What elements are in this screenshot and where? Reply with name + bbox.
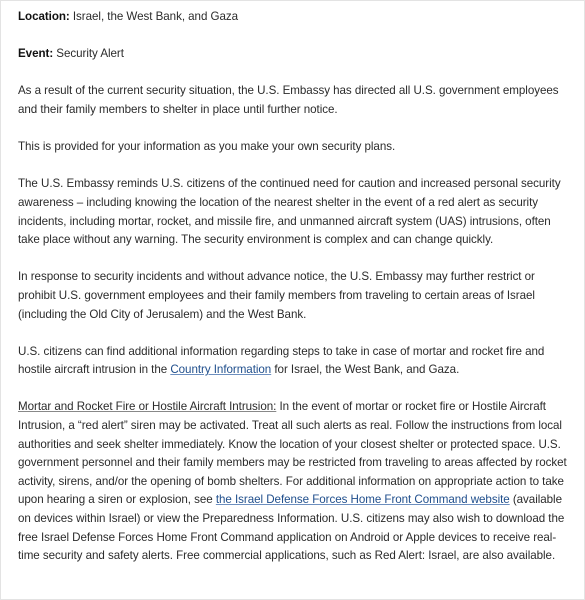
mortar-rocket-body-1: In the event of mortar or rocket fire or Hostile Aircraft Intrusion, a “red alert” siren may be activated. Treat all such alerts as real. Follow the instructions from local authorities and seek shelter immediately. Know the location of your closest shelter or protected space. U.S. government personnel and their family members may be restricted from traveling to areas affected by rocket activity, sirens, and/or the opening of bomb shelters. For additional information on appropriate action to take upon hearing a siren or explosion, see [18, 400, 567, 507]
location-line [18, 8, 570, 27]
spacer [18, 120, 570, 139]
alert-document-body [18, 8, 570, 566]
paragraph-shelter-in-place: As a result of the current security situation, the U.S. Embassy has directed all U.S. government employees and their family members to shelter in place until further notice. [18, 84, 559, 116]
country-info-text-after: for Israel, the West Bank, and Gaza. [271, 363, 460, 377]
location-label: Location: [18, 10, 70, 23]
spacer [18, 380, 570, 399]
event-label: Event: [18, 47, 54, 61]
spacer [18, 27, 570, 46]
idf-home-front-command-link[interactable]: the Israel Defense Forces Home Front Command website [215, 493, 510, 507]
location-value: Israel, the West Bank, and Gaza [69, 10, 239, 23]
paragraph-mortar-rocket-fire [18, 398, 570, 565]
event-value: Security Alert [53, 47, 124, 61]
paragraph-information-notice: This is provided for your information as you make your own security plans. [18, 140, 396, 154]
event-line [18, 45, 570, 64]
country-info-text-before: U.S. citizens can find additional information regarding steps to take in case of mortar and rocket fire and hostile aircraft intrusion in the [18, 344, 545, 377]
paragraph-country-information [18, 343, 570, 380]
spacer [18, 324, 570, 343]
paragraph-caution-reminder: The U.S. Embassy reminds U.S. citizens of the continued need for caution and increased personal security awareness – including knowing the location of the nearest shelter in the event of a red alert as security incidents, including mortar, rocket, and missile fire, and unmanned aircraft system (UAS) intrusions, often take place without any warning. The security environment is complex and can change quickly. [18, 177, 561, 247]
spacer [18, 250, 570, 269]
mortar-rocket-body-2: (available on devices within Israel) or view the Preparedness Information. U.S. citizens may also wish to download the free Israel Defense Forces Home Front Command application on Android or Apple devices to receive real-time security and safety alerts. Free commercial applications, such as Red Alert: Israel, are also available. [18, 493, 565, 563]
spacer [18, 157, 570, 176]
country-information-link[interactable]: Country Information [170, 363, 272, 377]
paragraph-travel-restrictions: In response to security incidents and without advance notice, the U.S. Embassy may further restrict or prohibit U.S. government employees and their family members from traveling to certain areas of Israel (including the Old City of Jerusalem) and the West Bank. [18, 270, 535, 321]
spacer [18, 64, 570, 83]
mortar-rocket-heading: Mortar and Rocket Fire or Hostile Aircraft Intrusion: [18, 400, 277, 414]
